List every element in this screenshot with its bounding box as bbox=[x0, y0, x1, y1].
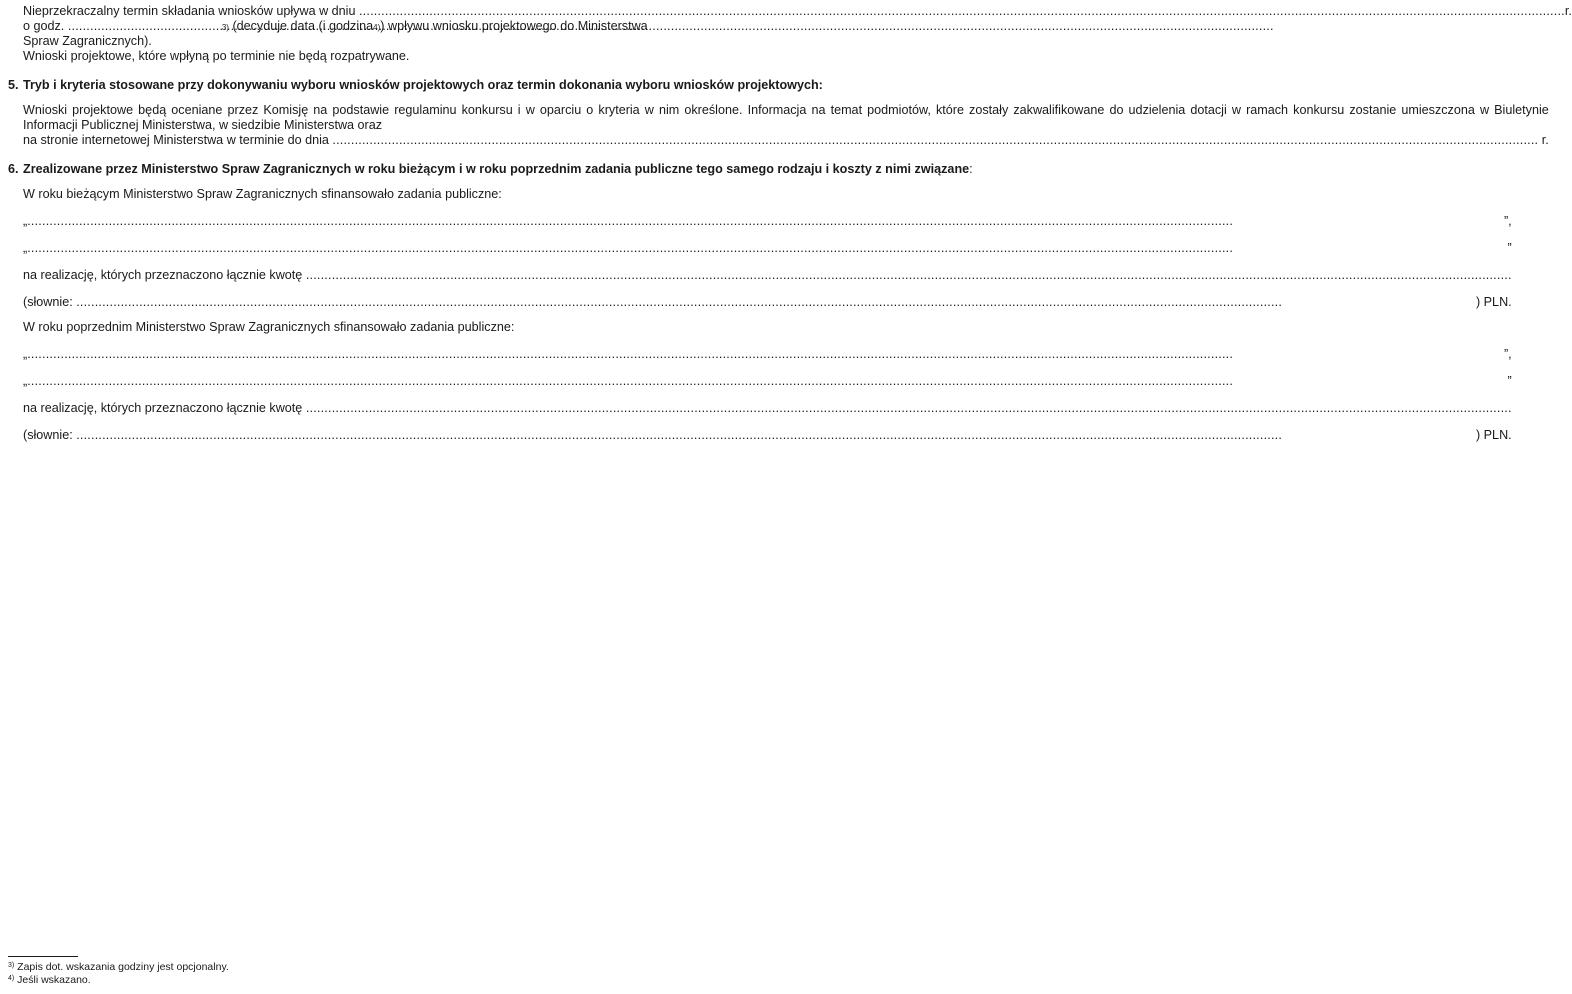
previous-task-2-open-quote: „ bbox=[23, 374, 28, 388]
previous-task-1-fill[interactable] bbox=[27, 347, 1504, 362]
current-task-1-open-quote: „ bbox=[23, 214, 28, 228]
current-task-1-close-quote: ”, bbox=[1503, 214, 1512, 228]
deadline-time-fill[interactable] bbox=[68, 19, 222, 34]
footnote-3-mark: 3) bbox=[8, 962, 15, 969]
deadline-time-line: o godz. ..... 3) (decyduje data (i godzina 4) ) wpływu wniosku projektowego do Ministerstwa bbox=[23, 19, 692, 34]
current-words-line bbox=[23, 295, 1512, 310]
current-task-1-fill[interactable] bbox=[27, 214, 1504, 229]
deadline-time-label: o godz. bbox=[23, 19, 65, 33]
previous-amount-fill[interactable] bbox=[306, 401, 1512, 416]
current-task-2-close-quote: ” bbox=[1507, 241, 1512, 255]
footnote-3-text: Zapis dot. wskazania godziny jest opcjonalny. bbox=[17, 961, 229, 973]
section-5-deadline-line bbox=[23, 133, 1549, 148]
deadline-date-suffix: r. bbox=[1564, 4, 1572, 18]
deadline-note-start: (decyduje data (i godzina bbox=[232, 19, 374, 33]
current-words-fill[interactable] bbox=[76, 295, 1476, 310]
previous-task-line-1 bbox=[23, 347, 1512, 362]
deadline-date-line bbox=[23, 4, 1572, 19]
section-6-number: 6. bbox=[8, 162, 19, 176]
previous-words-fill[interactable] bbox=[76, 428, 1476, 443]
deadline-block bbox=[8, 4, 1572, 64]
current-task-line-2 bbox=[23, 241, 1512, 256]
section-5-deadline-fill[interactable] bbox=[332, 133, 1538, 148]
previous-task-2-fill[interactable] bbox=[27, 374, 1507, 389]
previous-amount-line bbox=[23, 401, 1512, 416]
footnote-3 bbox=[8, 961, 692, 974]
section-5-deadline-label: na stronie internetowej Ministerstwa w terminie do dnia bbox=[23, 133, 329, 147]
current-task-2-open-quote: „ bbox=[23, 241, 28, 255]
footnotes bbox=[8, 956, 692, 987]
previous-task-line-2 bbox=[23, 374, 1512, 389]
previous-words-suffix: ) PLN. bbox=[1475, 428, 1512, 442]
current-words-suffix: ) PLN. bbox=[1475, 295, 1512, 309]
current-amount-label: na realizację, których przeznaczono łącznie kwotę bbox=[23, 268, 303, 282]
previous-words-label: (słownie: bbox=[23, 428, 73, 442]
section-5-deadline-suffix: r. bbox=[1541, 133, 1549, 147]
section-6 bbox=[8, 162, 1512, 443]
section-6-heading-colon: : bbox=[969, 162, 973, 176]
document-page bbox=[8, 4, 1572, 443]
footnote-divider bbox=[8, 956, 78, 957]
previous-words-line bbox=[23, 428, 1512, 443]
current-amount-line bbox=[23, 268, 1512, 283]
deadline-date-label: Nieprzekraczalny termin składania wniosków upływa w dniu bbox=[23, 4, 356, 18]
current-year-intro: W roku bieżącym Ministerstwo Spraw Zagranicznych sfinansowało zadania publiczne: bbox=[23, 187, 502, 201]
previous-task-2-close-quote: ” bbox=[1507, 374, 1512, 388]
section-5-number: 5. bbox=[8, 78, 19, 92]
deadline-ministry-line: Spraw Zagranicznych). bbox=[23, 34, 152, 48]
current-task-2-fill[interactable] bbox=[27, 241, 1507, 256]
previous-task-1-close-quote: ”, bbox=[1503, 347, 1512, 361]
section-5-paragraph: Wnioski projektowe będą oceniane przez Komisję na podstawie regulaminu konkursu i w oparciu o kryteria w nim określone. Informacja na temat podmiotów, które zostały zakwalifikowane do udzielenia dotacji w ramach konkursu zostanie umieszczona w Biuletynie Informacji Publicznej Ministerstwa, w siedzibie Ministerstwa oraz bbox=[23, 103, 1549, 132]
section-6-heading bbox=[23, 162, 1512, 177]
current-task-line-1 bbox=[23, 214, 1512, 229]
current-amount-fill[interactable] bbox=[306, 268, 1512, 283]
footnote-4-text: Jeśli wskazano. bbox=[17, 974, 91, 986]
section-6-heading-text: Zrealizowane przez Ministerstwo Spraw Zagranicznych w roku bieżącym i w roku poprzednim zadania publiczne tego samego rodzaju i koszty z nimi związane bbox=[23, 162, 970, 176]
previous-task-1-open-quote: „ bbox=[23, 347, 28, 361]
current-words-label: (słownie: bbox=[23, 295, 73, 309]
section-5 bbox=[8, 78, 1549, 148]
section-5-heading: Tryb i kryteria stosowane przy dokonywaniu wyboru wniosków projektowych oraz termin dokonania wyboru wniosków projektowych: bbox=[23, 78, 823, 92]
footnote-4-mark: 4) bbox=[8, 975, 15, 982]
deadline-date-fill[interactable] bbox=[359, 4, 1565, 19]
previous-year-intro: W roku poprzednim Ministerstwo Spraw Zagranicznych sfinansowało zadania publiczne: bbox=[23, 320, 515, 334]
deadline-late-notice: Wnioski projektowe, które wpłyną po terminie nie będą rozpatrywane. bbox=[23, 49, 410, 63]
footnote-4 bbox=[8, 974, 692, 987]
deadline-note-end: ) wpływu wniosku projektowego do Ministerstwa bbox=[380, 19, 648, 33]
previous-amount-label: na realizację, których przeznaczono łącznie kwotę bbox=[23, 401, 303, 415]
